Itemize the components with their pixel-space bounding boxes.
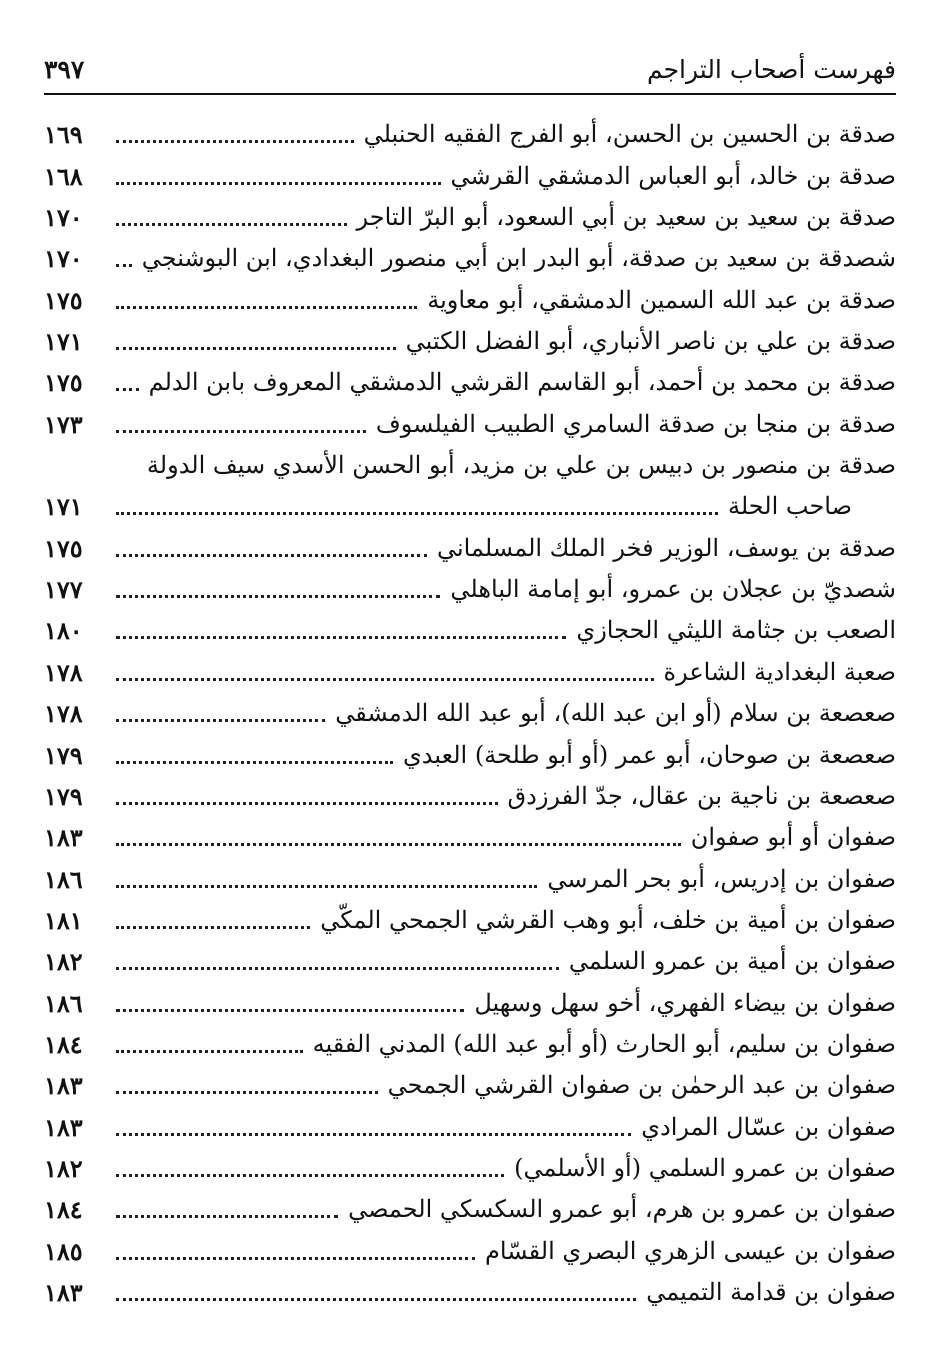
dot-leader — [116, 430, 366, 433]
index-entry — [44, 1189, 896, 1230]
dot-leader — [116, 554, 427, 557]
index-entry — [44, 1272, 896, 1313]
dot-leader — [116, 1133, 631, 1136]
dot-leader — [116, 388, 139, 391]
entry-name: صفوان بن إدريس، أبو بحر المرسي — [547, 864, 896, 893]
entry-name: صعبة البغدادية الشاعرة — [663, 657, 896, 686]
index-entry — [44, 238, 896, 279]
entry-page: ١٨٣ — [44, 823, 83, 853]
dot-leader — [116, 678, 654, 681]
entry-page: ١٨٢ — [44, 1153, 83, 1183]
entry-page: ١٨١ — [44, 905, 83, 935]
entry-page: ١٧٣ — [44, 409, 83, 439]
index-entry — [44, 1024, 896, 1065]
entry-page: ١٧٧ — [44, 575, 83, 605]
dot-leader — [116, 182, 441, 185]
entry-page: ١٨٣ — [44, 1112, 83, 1142]
entry-page: ١٧٠ — [44, 244, 83, 274]
index-entry — [44, 734, 896, 775]
index-entry-continuation — [44, 486, 896, 527]
entry-page: ١٨٦ — [44, 864, 83, 894]
dot-leader — [116, 967, 559, 970]
index-entry — [44, 693, 896, 734]
entry-name: صفوان أو أبو صفوان — [690, 823, 896, 852]
entry-page: ١٨٣ — [44, 1277, 83, 1307]
index-entry — [44, 1106, 896, 1147]
header-rule — [44, 93, 896, 95]
index-entry-first-line — [44, 445, 896, 486]
dot-leader — [116, 1050, 303, 1053]
entry-page: ١٧٥ — [44, 533, 83, 563]
dot-leader — [116, 885, 537, 888]
entry-name: صفوان بن عيسى الزهري البصري القسّام — [485, 1236, 896, 1265]
index-entry — [44, 155, 896, 196]
entry-name: صعصعة بن ناجية بن عقال، جدّ الفرزدق — [507, 781, 896, 810]
entry-page: ١٨٠ — [44, 616, 83, 646]
index-entry — [44, 982, 896, 1023]
dot-leader — [116, 306, 417, 309]
entry-page: ١٨٣ — [44, 1071, 83, 1101]
index-entry — [44, 279, 896, 320]
entry-page: ١٧٨ — [44, 657, 83, 687]
entry-name: صدقة بن عبد الله السمين الدمشقي، أبو معاوية — [427, 285, 896, 314]
entry-name: صدقة بن منصور بن دبيس بن علي بن مزيد، أبو الحسن الأسدي سيف الدولة — [146, 450, 896, 479]
entry-name: صدقة بن علي بن ناصر الأنباري، أبو الفضل الكتبي — [405, 327, 896, 356]
entry-name: صفوان بن عسّال المرادي — [641, 1112, 896, 1141]
dot-leader — [116, 140, 354, 143]
entry-page: ١٧٥ — [44, 368, 83, 398]
entry-name: صدقة بن الحسين بن الحسن، أبو الفرج الفقيه الحنبلي — [363, 120, 896, 149]
index-entry — [44, 197, 896, 238]
index-entry — [44, 941, 896, 982]
entry-name: صدقة بن سعيد بن سعيد بن أبي السعود، أبو البرّ التاجر — [356, 203, 896, 232]
entry-page: ١٨٢ — [44, 947, 83, 977]
page-number: ٣٩٧ — [44, 55, 85, 84]
index-entry — [44, 527, 896, 568]
index-entry — [44, 321, 896, 362]
entry-name: صفوان بن عمرو بن هرم، أبو عمرو السكسكي الحمصي — [348, 1195, 896, 1224]
page-header — [44, 52, 896, 88]
dot-leader — [116, 1174, 504, 1177]
entry-name: صعصعة بن صوحان، أبو عمر (أو أبو طلحة) العبدي — [403, 740, 896, 769]
entry-page: ١٧٩ — [44, 781, 83, 811]
dot-leader — [116, 512, 718, 515]
entry-name: صدقة بن خالد، أبو العباس الدمشقي القرشي — [450, 161, 896, 190]
entry-page: ١٧١ — [44, 327, 83, 357]
dot-leader — [116, 1257, 475, 1260]
index-entry — [44, 1148, 896, 1189]
entry-name: شصدقة بن سعيد بن صدقة، أبو البدر ابن أبي منصور البغدادي، ابن البوشنجي — [141, 244, 896, 273]
dot-leader — [116, 843, 681, 846]
entry-page: ١٧٥ — [44, 285, 83, 315]
index-entry — [44, 776, 896, 817]
dot-leader — [116, 595, 440, 598]
index-entry — [44, 114, 896, 155]
index-entry — [44, 610, 896, 651]
entry-name: صفوان بن عبد الرحمٰن بن صفوان القرشي الجمحي — [387, 1071, 896, 1100]
dot-leader — [116, 719, 325, 722]
dot-leader — [116, 347, 396, 350]
index-entry — [44, 569, 896, 610]
entry-name: صفوان بن عمرو السلمي (أو الأسلمي) — [514, 1153, 896, 1182]
running-title: فهرست أصحاب التراجم — [646, 55, 896, 84]
dot-leader — [116, 761, 393, 764]
entry-name: صاحب الحلة — [727, 492, 852, 521]
index-entry — [44, 858, 896, 899]
entry-name: صفوان بن أمية بن خلف، أبو وهب القرشي الجمحي المكّي — [320, 905, 896, 934]
entry-page: ١٦٩ — [44, 120, 83, 150]
entry-page: ١٦٨ — [44, 161, 83, 191]
entry-name: صفوان بن بيضاء الفهري، أخو سهل وسهيل — [474, 988, 896, 1017]
entry-page: ١٨٤ — [44, 1029, 83, 1059]
dot-leader — [116, 223, 347, 226]
index-entry — [44, 403, 896, 444]
entry-name: صفوان بن أمية بن عمرو السلمي — [568, 947, 896, 976]
index-entry — [44, 362, 896, 403]
dot-leader — [116, 926, 310, 929]
entry-page: ١٨٦ — [44, 988, 83, 1018]
entry-page: ١٨٥ — [44, 1236, 83, 1266]
entry-name: الصعب بن جثامة الليثي الحجازي — [576, 616, 896, 645]
entry-name: شصديّ بن عجلان بن عمرو، أبو إمامة الباهلي — [450, 575, 896, 604]
entry-name: صدقة بن يوسف، الوزير فخر الملك المسلماني — [436, 533, 896, 562]
biography-index — [44, 114, 896, 1313]
dot-leader — [116, 1215, 338, 1218]
entry-name: صفوان بن قدامة التميمي — [646, 1277, 896, 1306]
dot-leader — [116, 1091, 378, 1094]
entry-name: صدقة بن محمد بن أحمد، أبو القاسم القرشي الدمشقي المعروف بابن الدلم — [148, 368, 896, 397]
entry-name: صعصعة بن سلام (أو ابن عبد الله)، أبو عبد الله الدمشقي — [335, 699, 896, 728]
dot-leader — [116, 1298, 636, 1301]
index-entry — [44, 651, 896, 692]
entry-page: ١٧١ — [44, 492, 83, 522]
dot-leader — [116, 1009, 464, 1012]
entry-page: ١٧٨ — [44, 699, 83, 729]
index-entry — [44, 817, 896, 858]
entry-page: ١٧٩ — [44, 740, 83, 770]
entry-name: صفوان بن سليم، أبو الحارث (أو أبو عبد الله) المدني الفقيه — [312, 1029, 896, 1058]
index-entry — [44, 1065, 896, 1106]
dot-leader — [116, 264, 132, 267]
index-entry — [44, 900, 896, 941]
dot-leader — [116, 636, 566, 639]
dot-leader — [116, 802, 498, 805]
entry-name: صدقة بن منجا بن صدقة السامري الطبيب الفيلسوف — [375, 409, 896, 438]
entry-page: ١٨٤ — [44, 1195, 83, 1225]
entry-page: ١٧٠ — [44, 203, 83, 233]
index-entry — [44, 1230, 896, 1271]
